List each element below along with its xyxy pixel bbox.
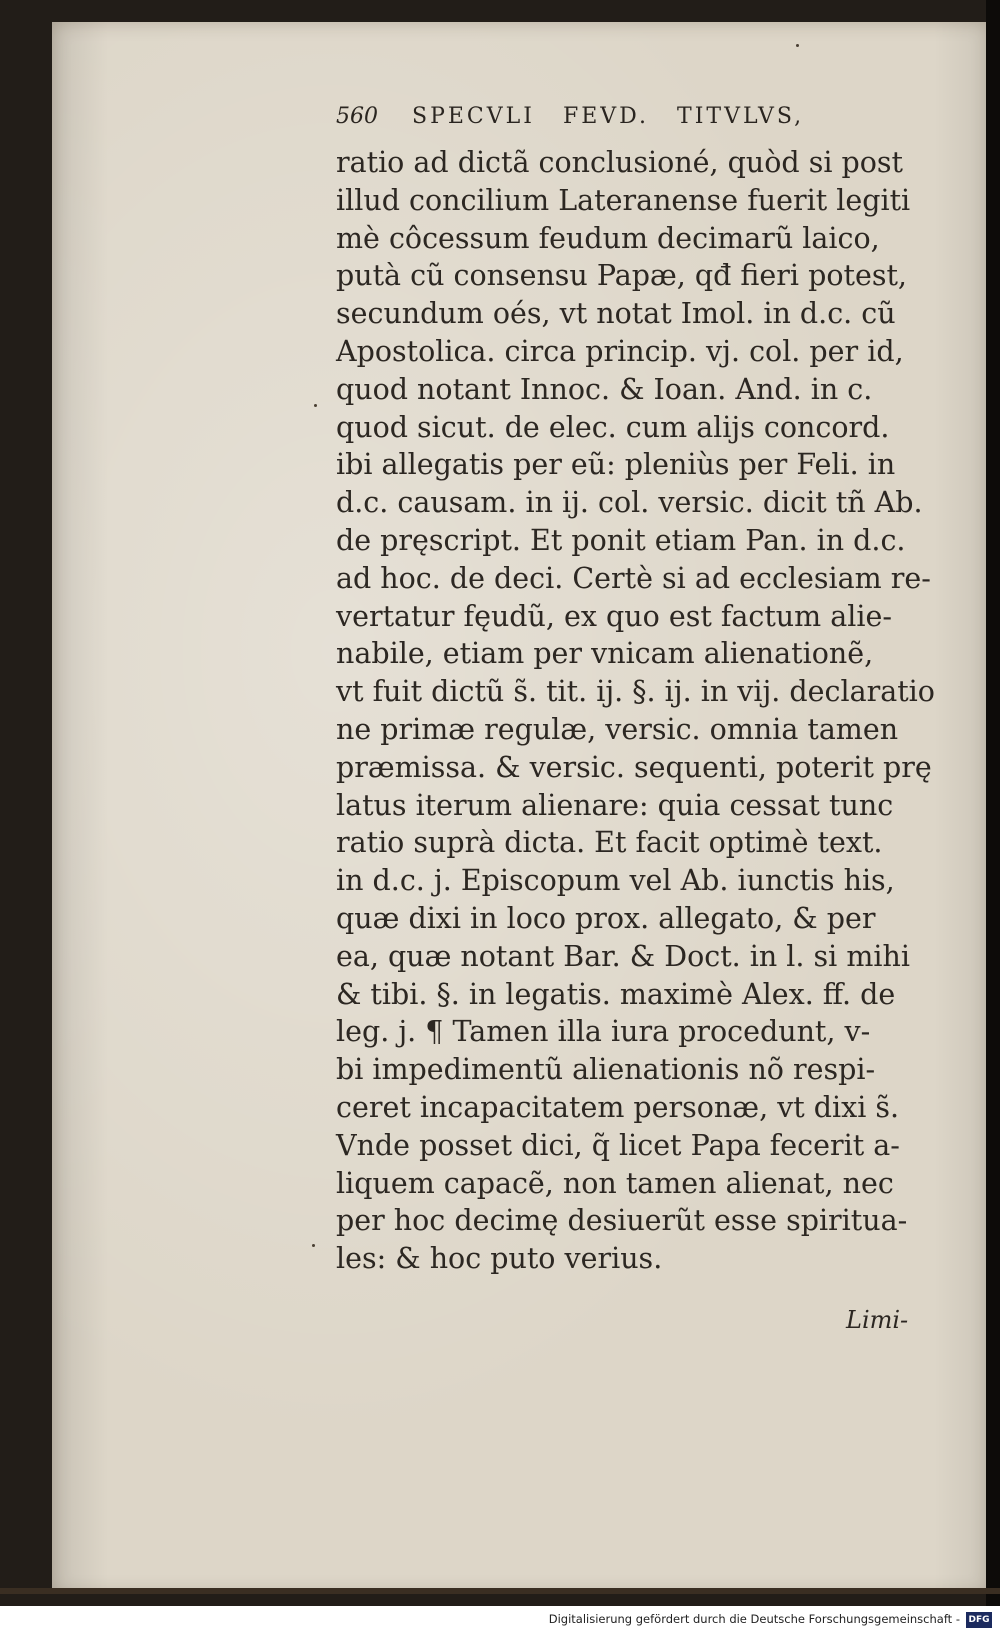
ink-speck <box>314 404 317 407</box>
text-line: illud concilium Lateranense fuerit legiti <box>336 183 911 217</box>
text-line: præmissa. & versic. sequenti, poterit prę <box>336 750 932 784</box>
text-line: putà cũ consensu Papæ, qđ fieri potest, <box>336 259 907 293</box>
text-line: latus iterum alienare: quia cessat tunc <box>336 788 894 822</box>
text-line: leg. j. ¶ Tamen illa iura procedunt, v- <box>336 1015 871 1049</box>
page-number: 560 <box>336 104 378 129</box>
page-bottom-edge <box>0 1588 1000 1594</box>
dfg-logo: DFG <box>966 1612 992 1628</box>
text-line: liquem capacẽ, non tamen alienat, nec <box>336 1166 894 1200</box>
text-line: vertatur fęudũ, ex quo est factum alie- <box>336 599 892 633</box>
running-head-word: TITVLVS, <box>677 104 805 129</box>
text-line: & tibi. §. in legatis. maximè Alex. ff. de <box>336 977 896 1011</box>
text-line: de pręscript. Et ponit etiam Pan. in d.c. <box>336 523 906 557</box>
digitization-footer <box>0 1606 1000 1634</box>
text-line: nabile, etiam per vnicam alienationẽ, <box>336 637 874 671</box>
running-head-word: FEVD. <box>562 104 650 129</box>
text-line: ceret incapacitatem personæ, vt dixi s̃. <box>336 1090 900 1124</box>
text-line: ad hoc. de deci. Certè si ad ecclesiam re- <box>336 561 931 595</box>
footer-credit: Digitalisierung gefördert durch die Deutsche Forschungsgemeinschaft - <box>548 1612 960 1626</box>
body-text <box>336 144 935 1278</box>
running-head <box>336 104 876 129</box>
running-head-word: SPECVLI <box>412 104 535 129</box>
text-line: ibi allegatis per eũ: pleniùs per Feli. in <box>336 448 896 482</box>
text-line: Vnde posset dici, q̃ licet Papa fecerit a- <box>336 1128 900 1162</box>
ink-speck <box>796 44 799 47</box>
text-line: secundum oés, vt notat Imol. in d.c. cũ <box>336 297 896 331</box>
text-line: ratio ad dictã conclusioné, quòd si post <box>336 146 904 179</box>
text-line: quod sicut. de elec. cum alijs concord. <box>336 410 890 444</box>
text-line: quæ dixi in loco prox. allegato, & per <box>336 901 876 935</box>
text-line: les: & hoc puto verius. <box>336 1242 663 1276</box>
text-line: mè côcessum feudum decimarũ laico, <box>336 221 880 255</box>
text-line: ratio suprà dicta. Et facit optimè text. <box>336 826 883 860</box>
text-line: vt fuit dictũ s̃. tit. ij. §. ij. in vij. declaratio <box>336 675 935 709</box>
text-line: Apostolica. circa princip. vj. col. per id, <box>336 334 904 368</box>
text-line: per hoc decimę desiuerũt esse spiritua- <box>336 1204 908 1238</box>
catchword: Limi- <box>846 1306 909 1334</box>
text-line: ea, quæ notant Bar. & Doct. in l. si mihi <box>336 939 910 973</box>
book-gutter <box>986 0 1000 1634</box>
text-line: in d.c. j. Episcopum vel Ab. iunctis his, <box>336 864 895 898</box>
ink-speck <box>312 1244 315 1247</box>
text-line: ne primæ regulæ, versic. omnia tamen <box>336 712 899 746</box>
text-line: bi impedimentũ alienationis nõ respi- <box>336 1053 876 1087</box>
text-line: quod notant Innoc. & Ioan. And. in c. <box>336 372 873 406</box>
text-line: d.c. causam. in ij. col. versic. dicit tñ Ab. <box>336 486 923 520</box>
